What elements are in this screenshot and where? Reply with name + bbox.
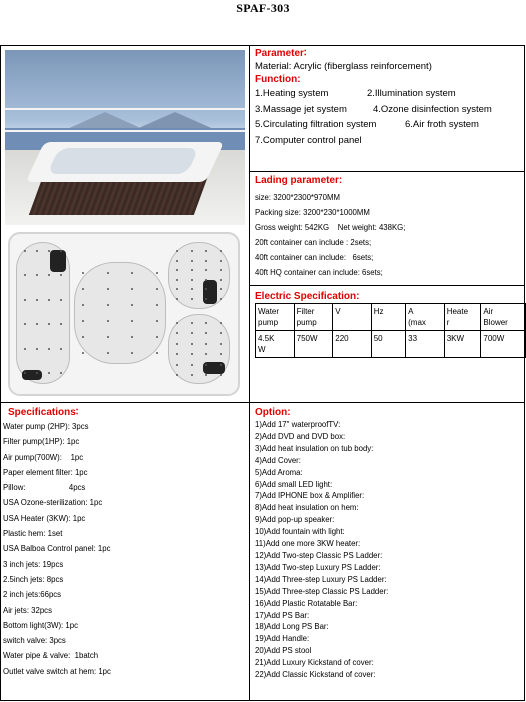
option-line: 14)Add Three-step Luxury PS Ladder: (255, 574, 387, 584)
option-section (255, 406, 523, 681)
electric-value-cell (371, 331, 405, 358)
jet-dot (107, 288, 109, 290)
electric-header-text: Water (258, 307, 280, 316)
electric-header-cell (333, 304, 371, 331)
electric-heading-wrap (255, 290, 359, 303)
jet-dot (82, 288, 84, 290)
jet-dot (107, 352, 109, 354)
function-item: 7.Computer control panel (255, 134, 362, 146)
lading-section (255, 174, 523, 280)
jet-dot (191, 260, 193, 262)
option-line: 7)Add IPHONE box & Amplifier: (255, 491, 365, 501)
option-line: 20)Add PS stool (255, 646, 312, 656)
jet-dot (60, 250, 62, 252)
electric-value-cell (481, 331, 526, 358)
electric-header-text: Air (483, 307, 494, 316)
jet-dot (191, 343, 193, 345)
electric-value-text: 700W (483, 334, 505, 343)
jet-dot (156, 304, 158, 306)
jet-dot (48, 348, 50, 350)
jet-dot (60, 372, 62, 374)
option-line: 1)Add 17" waterproofTV: (255, 420, 341, 429)
jet-dot (220, 374, 222, 376)
option-line: 17)Add PS Bar: (255, 610, 310, 620)
parameter-heading: Parameter∶ (255, 48, 307, 59)
electric-value-cell (406, 331, 445, 358)
jet-dot (82, 336, 84, 338)
electric-value-text: 220 (335, 334, 349, 343)
option-line: 8)Add heat insulation on hem: (255, 503, 359, 513)
lading-line: 20ft container can include : 2sets; (255, 238, 372, 247)
option-heading: Option: (255, 407, 291, 418)
jet-dot (107, 272, 109, 274)
spec-line: Pillow: 4pcs (3, 483, 86, 493)
jet-dot (191, 269, 193, 271)
option-line: 16)Add Plastic Rotatable Bar: (255, 598, 358, 608)
electric-header-text: Hz (373, 307, 384, 316)
jet-dot (220, 322, 222, 324)
lading-heading: Lading parameter: (255, 175, 343, 186)
electric-spec-table (255, 303, 526, 358)
spec-line: USA Balboa Control panel: 1pc (3, 544, 111, 554)
jet-dot (176, 279, 178, 281)
function-list (255, 86, 523, 148)
lading-line: Packing size: 3200*230*1000MM (255, 208, 370, 217)
lading-line: Gross weight: 542KG Net weight: 438KG; (255, 223, 406, 232)
option-line: 2)Add DVD and DVD box: (255, 431, 346, 441)
function-item: 6.Air froth system (405, 119, 479, 130)
spec-line: USA Ozone-sterilization: 1pc (3, 498, 103, 508)
electric-value-text: 750W (296, 334, 318, 343)
option-line: 11)Add one more 3KW heater: (255, 539, 361, 549)
option-line: 18)Add Long PS Bar: (255, 622, 329, 632)
electric-value-text: W (258, 345, 266, 354)
option-line: 13)Add Two-step Luxury PS Ladder: (255, 562, 381, 572)
frame-right-border (524, 45, 525, 701)
jet-dot (191, 298, 193, 300)
spa-product-photo (5, 50, 245, 225)
electric-header-text: Filter (296, 307, 315, 316)
electric-header-text: pump (296, 318, 317, 327)
specifications-section (3, 406, 247, 679)
jet-dot (24, 299, 26, 301)
jet-dot (220, 279, 222, 281)
spec-line: 2 inch jets:66pcs (3, 590, 62, 600)
jet-dot (191, 279, 193, 281)
spa-top-view-image (8, 232, 240, 397)
photo-railing (5, 130, 245, 132)
function-row (255, 133, 523, 149)
jet-dot (60, 299, 62, 301)
jet-dot (82, 320, 84, 322)
jet-dot (191, 353, 193, 355)
option-list (255, 419, 523, 681)
jet-dot (220, 260, 222, 262)
jet-dot (36, 250, 38, 252)
jet-dot (107, 304, 109, 306)
jet-dot (36, 299, 38, 301)
electric-header-text: r (446, 318, 450, 327)
jet-dot (176, 298, 178, 300)
lading-line: 40ft HQ container can include: 6sets; (255, 268, 383, 277)
electric-header-cell (444, 304, 481, 331)
option-line: 21)Add Luxury Kickstand of cover: (255, 658, 374, 668)
tub-pillow (203, 280, 217, 304)
jet-dot (176, 374, 178, 376)
spec-line: Water pipe & valve: 1batch (3, 651, 99, 661)
option-line: 4)Add Cover: (255, 455, 301, 465)
jet-dot (176, 343, 178, 345)
photo-railing (5, 108, 245, 110)
tub-pillow (50, 250, 66, 272)
jet-dot (82, 352, 84, 354)
jet-dot (82, 272, 84, 274)
tub-footwell (74, 262, 166, 364)
option-line: 19)Add Handle: (255, 634, 310, 644)
function-lading-divider (249, 171, 525, 172)
electric-header-cell (294, 304, 333, 331)
electric-value-cell (333, 331, 371, 358)
jet-dot (220, 364, 222, 366)
document-title: SPAF-303 (236, 1, 290, 15)
jet-dot (24, 348, 26, 350)
electric-heading: Electric Specification: (255, 291, 360, 302)
electric-value-text: 50 (373, 334, 383, 343)
option-line: 9)Add pop-up speaker: (255, 515, 335, 525)
lading-line: 40ft container can include: 6sets; (255, 253, 374, 262)
jet-dot (191, 322, 193, 324)
function-item: 3.Massage jet system (255, 103, 347, 115)
electric-value-cell (256, 331, 295, 358)
electric-value-text: 4.5K (258, 334, 275, 343)
jet-dot (156, 320, 158, 322)
function-heading: Function: (255, 74, 301, 85)
function-item: 1.Heating system (255, 88, 329, 99)
frame-left-border (0, 45, 1, 701)
jet-dot (82, 304, 84, 306)
jet-dot (156, 288, 158, 290)
spec-line: 3 inch jets: 19pcs (3, 559, 64, 569)
lading-list (255, 190, 523, 280)
electric-header-text: Blower (483, 318, 508, 327)
spec-line: Filter pump(1HP): 1pc (3, 437, 80, 447)
specifications-heading: Specifications∶ (8, 407, 79, 418)
jet-dot (176, 250, 178, 252)
function-row (255, 102, 523, 118)
spec-line: switch valve: 3pcs (3, 636, 66, 646)
tub-water (47, 148, 199, 174)
spec-line: Air pump(700W): 1pc (3, 452, 84, 462)
electric-value-cell (294, 331, 333, 358)
spec-line: Air jets: 32pcs (3, 605, 52, 615)
jet-dot (176, 364, 178, 366)
electric-header-text: pump (258, 318, 279, 327)
option-line: 10)Add fountain with light: (255, 527, 345, 537)
electric-value-cell (444, 331, 481, 358)
electric-header-text: V (335, 307, 341, 316)
electric-header-row (256, 304, 526, 331)
option-line: 12)Add Two-step Classic PS Ladder: (255, 550, 383, 560)
jet-dot (220, 298, 222, 300)
jet-dot (36, 348, 38, 350)
specifications-list (3, 419, 247, 679)
spec-line: Plastic hem: 1set (3, 529, 63, 539)
spec-line: Water pump (2HP): 3pcs (3, 422, 89, 431)
jet-dot (220, 250, 222, 252)
jet-dot (48, 372, 50, 374)
spec-line: Outlet valve switch at hem: 1pc (3, 666, 111, 676)
option-line: 3)Add heat insulation on tub body: (255, 443, 374, 453)
jet-dot (107, 320, 109, 322)
option-line: 15)Add Three-step Classic PS Ladder: (255, 586, 389, 596)
jet-dot (220, 343, 222, 345)
jet-dot (60, 348, 62, 350)
electric-header-text: (max (408, 318, 426, 327)
option-line: 22)Add Classic Kickstand of cover: (255, 670, 376, 680)
electric-value-text: 3KW (446, 334, 465, 343)
function-item: 5.Circulating filtration system (255, 119, 377, 130)
jet-dot (48, 250, 50, 252)
electric-header-cell (371, 304, 405, 331)
frame-middle-border (0, 402, 525, 403)
spec-line: USA Heater (3KW): 1pc (3, 513, 86, 523)
option-line: 5)Add Aroma: (255, 467, 303, 477)
function-item: 4.Ozone disinfection system (373, 103, 492, 115)
frame-center-divider (249, 45, 250, 701)
frame-top-border (0, 45, 525, 46)
jet-dot (191, 250, 193, 252)
jet-dot (176, 260, 178, 262)
jet-dot (48, 299, 50, 301)
electric-value-row (256, 331, 526, 358)
material-line: Material: Acrylic (fiberglass reinforcement) (255, 61, 432, 72)
jet-dot (107, 336, 109, 338)
electric-value-text: 33 (408, 334, 418, 343)
function-row (255, 86, 523, 102)
electric-header-cell (406, 304, 445, 331)
jet-dot (191, 374, 193, 376)
function-row (255, 117, 523, 133)
spec-line: 2.5inch jets: 8pcs (3, 574, 64, 584)
lading-line: size: 3200*2300*970MM (255, 193, 340, 202)
lading-electric-divider (249, 285, 525, 286)
jet-dot (156, 352, 158, 354)
function-item: 2.Illumination system (367, 88, 456, 99)
spec-line: Bottom light(3W): 1pc (3, 620, 78, 630)
jet-dot (36, 372, 38, 374)
electric-header-text: Heate (446, 307, 469, 316)
jet-dot (24, 250, 26, 252)
option-line: 6)Add small LED light: (255, 479, 333, 489)
jet-dot (156, 336, 158, 338)
jet-dot (156, 272, 158, 274)
jet-dot (24, 372, 26, 374)
parameter-section (255, 47, 523, 148)
spec-line: Paper element filter: 1pc (3, 467, 88, 477)
electric-header-cell (256, 304, 295, 331)
electric-header-cell (481, 304, 526, 331)
jet-dot (176, 322, 178, 324)
jet-dot (191, 364, 193, 366)
frame-bottom-border (0, 700, 525, 701)
electric-header-text: A (408, 307, 414, 316)
